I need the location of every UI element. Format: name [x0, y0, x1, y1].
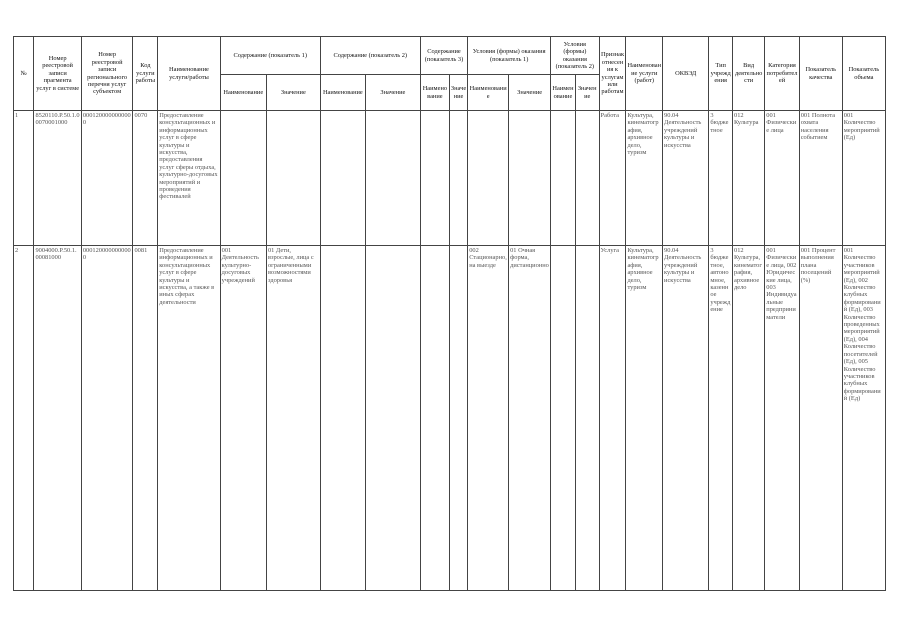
header-category: Категория потребителей: [765, 37, 799, 111]
cell-content2-name: [320, 246, 365, 591]
header-content-1: Содержание (показатель 1): [220, 37, 320, 75]
header-content1-name: Наименование: [220, 75, 266, 111]
header-content1-value: Значение: [266, 75, 320, 111]
cell-type: 3 бюджетное: [709, 111, 733, 246]
cell-type: 3 бюджетное, автономное, казенное учреждение: [709, 246, 733, 591]
header-type: Тип учреждения: [709, 37, 733, 111]
cell-content1-value: 01 Дети, взрослые, лица с ограниченными возможностями здоровья: [266, 246, 320, 591]
cell-volume: 001 Количество мероприятий (Ед): [842, 111, 885, 246]
cell-cond1-name: 002 Стационарно, на выезде: [468, 246, 509, 591]
cell-cond1-name: [468, 111, 509, 246]
header-content-3: Содержание (показатель 3): [420, 37, 467, 75]
header-no: №: [14, 37, 34, 111]
cell-content3-value: [449, 111, 467, 246]
header-name: Наименование услуги/работы: [158, 37, 220, 111]
header-content3-value: Значение: [449, 75, 467, 111]
cell-cond1-value: 01 Очная форма, дистанционно: [509, 246, 551, 591]
cell-reg: 8520110.P.50.1.00070001000: [34, 111, 81, 246]
cell-okved: 90.04 Деятельность учреждений культуры и искусства: [663, 111, 709, 246]
header-content3-name: Наименование: [420, 75, 449, 111]
cell-content2-value: [365, 246, 420, 591]
table-row: [14, 111, 886, 246]
cell-reg-regional: 0001200000000000: [81, 246, 133, 591]
header-row-1: [14, 37, 886, 75]
cell-category: 001 Физические лица: [765, 111, 799, 246]
cell-content3-name: [420, 111, 449, 246]
header-cond2-name: Наименование: [551, 75, 576, 111]
cell-cond2-name: [551, 111, 576, 246]
cell-cond2-name: [551, 246, 576, 591]
cell-content1-name: [220, 111, 266, 246]
cell-activity: 012 Культура, кинематография, архивное дело: [733, 246, 765, 591]
cell-okved: 90.04 Деятельность учреждений культуры и искусства: [663, 246, 709, 591]
header-conditions-2: Условия (формы) оказания (показатель 2): [551, 37, 599, 75]
cell-quality: 001 Полнота охвата населения событием: [799, 111, 842, 246]
header-activity: Вид деятельности: [733, 37, 765, 111]
cell-cond1-value: [509, 111, 551, 246]
cell-content1-name: 001 Деятельность культурно-досуговых учреждений: [220, 246, 266, 591]
header-okved: ОКВЭД: [663, 37, 709, 111]
table-row: [14, 246, 886, 591]
cell-content2-name: [320, 111, 365, 246]
cell-content1-value: [266, 111, 320, 246]
header-content2-value: Значение: [365, 75, 420, 111]
header-sign: Признак отнесения к услугам или работам: [599, 37, 626, 111]
cell-code: 0081: [133, 246, 158, 591]
cell-branch: Культура, кинематография, архивное дело, туризм: [626, 111, 663, 246]
header-cond1-value: Значение: [509, 75, 551, 111]
header-branch: Наименование услуги (работ): [626, 37, 663, 111]
cell-content2-value: [365, 111, 420, 246]
header-reg-number: Номер реестровой записи прагмента услуг в системе: [34, 37, 81, 111]
header-cond2-value: Значение: [575, 75, 599, 111]
cell-activity: 012 Культура: [733, 111, 765, 246]
header-content-2: Содержание (показатель 2): [320, 37, 420, 75]
header-content2-name: Наименование: [320, 75, 365, 111]
header-quality: Показатель качества: [799, 37, 842, 111]
cell-quality: 001 Процент выполнения плана посещений (%): [799, 246, 842, 591]
cell-reg-regional: 0001200000000000: [81, 111, 133, 246]
cell-cond2-value: [575, 246, 599, 591]
cell-sign: Работа: [599, 111, 626, 246]
header-code: Код услуги работы: [133, 37, 158, 111]
cell-no: 1: [14, 111, 34, 246]
cell-no: 2: [14, 246, 34, 591]
header-conditions-1: Условия (формы) оказания (показатель 1): [468, 37, 551, 75]
cell-name: Предоставление информационных и консультационных услуг в сфере культуры и искусства, а также в иных сферах деятельности: [158, 246, 220, 591]
cell-volume: 001 Количество участников мероприятий (Ед), 002 Количество клубных формирований (Ед), 003 Количество проведенных мероприятий (Ед), 004 Количество посетителей (Ед), 005 Количество участников клубных формирований (Ед): [842, 246, 885, 591]
header-reg-number-regional: Номер реестровой записи регионального перечня услуг субъектом: [81, 37, 133, 111]
cell-name: Предоставление консультационных и информационных услуг в сфере культуры и искусства, предоставления услуг сферы отдыха, культурно-досуговых мероприятий и проведения фестивалей: [158, 111, 220, 246]
cell-reg: 9004000.P.50.1.00081000: [34, 246, 81, 591]
header-cond1-name: Наименование: [468, 75, 509, 111]
cell-code: 0070: [133, 111, 158, 246]
header-volume: Показатель объема: [842, 37, 885, 111]
cell-category: 001 Физические лица, 002 Юридические лица, 003 Индивидуальные предприниматели: [765, 246, 799, 591]
cell-branch: Культура, кинематография, архивное дело, туризм: [626, 246, 663, 591]
cell-content3-name: [420, 246, 449, 591]
cell-content3-value: [449, 246, 467, 591]
cell-sign: Услуга: [599, 246, 626, 591]
cell-cond2-value: [575, 111, 599, 246]
registry-table: [13, 36, 886, 591]
